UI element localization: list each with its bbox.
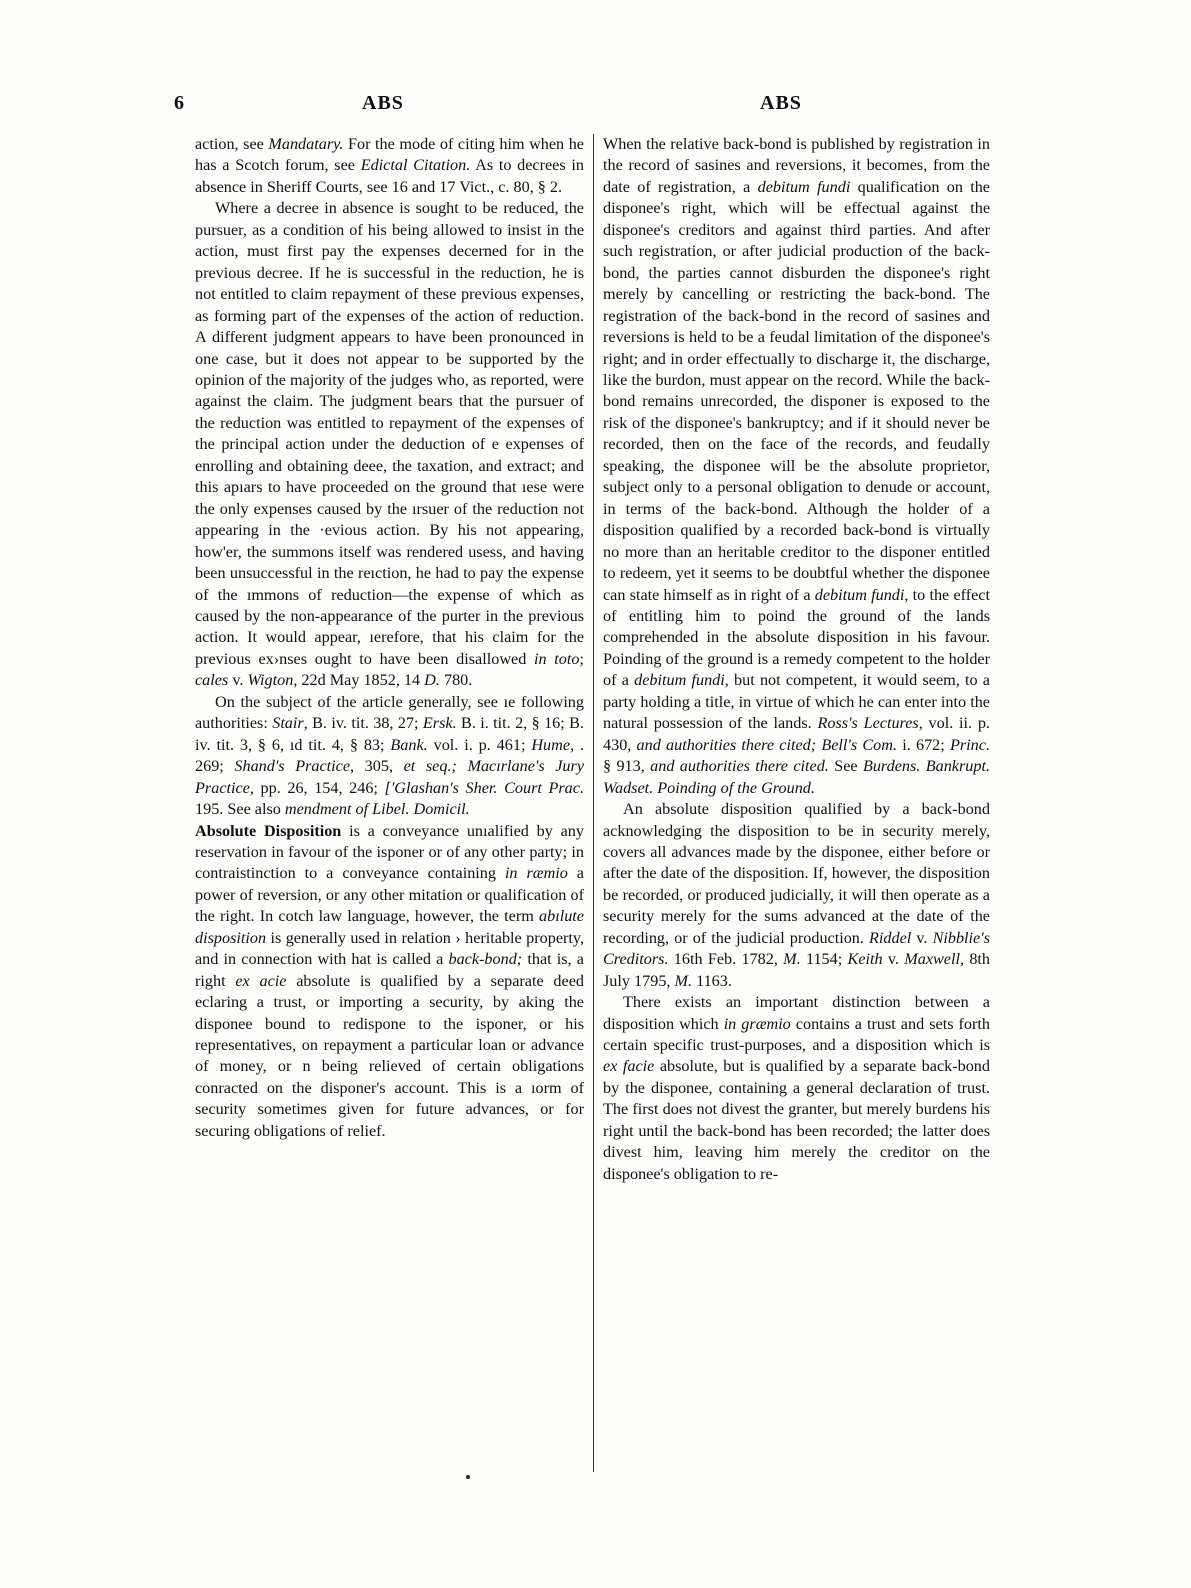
- paragraph: There exists an important distinction between a disposition which in græmio contains a trust and sets forth certain specific trust-purposes, and a disposition which is ex facie absolute, but is qualified by a separate back-bond by the disponee, containing a general declaration of trust. The first does not divest the granter, but merely burdens his right until the back-bond has been recorded; the latter does divest him, leaving him merely the creditor on the disponee's obligation to re-: [603, 993, 990, 1183]
- running-header: [0, 92, 1191, 122]
- left-column: [195, 134, 584, 1142]
- paragraph: An absolute disposition qualified by a back-bond acknowledging the disposition to be in security merely, covers all advances made by the disponee, either before or after the date of the disposition. If, however, the disposition be recorded, or produced judicially, it will then operate as a security merely for the sums advanced at the date of the recording, or of the judicial production. Riddel v. Nibblie's Creditors. 16th Feb. 1782, M. 1154; Keith v. Maxwell, 8th July 1795, M. 1163.: [603, 800, 991, 990]
- paragraph: action, see Mandatary. For the mode of citing him when he has a Scotch forum, see Edictal Citation. As to decrees in absence in Sheriff Courts, see 16 and 17 Vict., c. 80, § 2.: [195, 135, 584, 196]
- entry-absolute-disposition: Absolute Disposition is a conveyance unıalified by any reservation in favour of the isponer or of any other party; in contraistinction to a conveyance containing in ræmio a power of reversion, or any other mitation or qualification of the right. In cotch law language, however, the term abılute disposition is generally used in relation › heritable property, and in connection with hat is called a back-bond; that is, a right ex acie absolute is qualified by a separate deed eclaring a trust, or importing a security, by aking the disponee bound to redispone to the isponer, or his representatives, on repayment a particular loan or advance of money, or n being relieved of certain obligations conracted on the disponer's account. This is a ıorm of security sometimes given for future advances, or for securing obligations of relief.: [195, 821, 584, 1140]
- header-right-word: ABS: [760, 92, 802, 114]
- right-column: [603, 134, 990, 1185]
- paragraph: On the subject of the article generally, see ıe following authorities: Stair, B. iv. tit. 38, 27; Ersk. B. i. tit. 2, § 16; B. iv. tit. 3, § 6, ıd tit. 4, § 83; Bank. vol. i. p. 461; Hume, . 269; Shand's Practice, 305, et seq.; Macırlane's Jury Practice, pp. 26, 154, 246; ['Glashan's Sher. Court Prac. 195. See also mendment of Libel. Domicil.: [195, 692, 585, 819]
- entry-title: Absolute Disposition: [195, 821, 342, 840]
- paragraph: Where a decree in absence is sought to be reduced, the pursuer, as a condition of his being allowed to insist in the action, must first pay the expenses decerned for in the previous decree. If he is successful in the reduction, he is not entitled to claim repayment of these previous expenses, as forming part of the expenses of the action of reduction. A different judgment appears to have been pronounced in one case, but it does not appear to be supported by the opinion of the majority of the judges who, as reported, were against the claim. The judgment bears that the pursuer of the reduction was entitled to repayment of the expenses of the principal action under the deduction of e expenses of enrolling and obtaining deee, the taxation, and extract; and this apıars to have proceeded on the ground that ıese were the only expenses caused by the ırsuer of the reduction not appearing in the ·evious action. By his not appearing, how'er, the summons itself was rendered usess, and having been unsuccessful in the reıction, he had to pay the expense of the ımmons of reduction—the expense of which as caused by the non-appearance of the purter in the previous action. It would appear, ıerefore, that his claim for the previous ex›nses ought to have been disallowed in toto; cales v. Wigton, 22d May 1852, 14 D. 780.: [195, 199, 584, 690]
- ink-speck: [466, 1475, 470, 1479]
- column-divider: [593, 134, 594, 1472]
- page-number: 6: [174, 92, 184, 114]
- header-left-word: ABS: [362, 92, 404, 114]
- paragraph: When the relative back-bond is published by registration in the record of sasines and reversions, it becomes, from the date of registration, a debitum fundi qualification on the disponee's right, which will be effectual against the disponee's creditors and against third parties. And after such registration, or after judicial production of the back-bond, the parties cannot disburden the disponee's right merely by cancelling or restricting the back-bond. The registration of the back-bond in the record of sasines and reversions is held to be a feudal limitation of the disponee's right; and in order effectually to discharge it, the discharge, like the burdon, must appear on the record. While the back-bond remains unrecorded, the disponer is exposed to the risk of the disponee's bankruptcy; and if it should never be recorded, then on the face of the records, and feudally speaking, the disponee will be the absolute proprietor, subject only to a personal obligation to denude or account, in terms of the back-bond. Although the holder of a disposition qualified by a recorded back-bond is virtually no more than an heritable creditor to the disponer entitled to redeem, yet it seems to be doubtful whether the disponee can state himself as in right of a debitum fundi, to the effect of entitling him to poind the ground of the lands comprehended in the absolute disposition in his favour. Poinding of the ground is a remedy competent to the holder of a debitum fundi, but not competent, it would seem, to a party holding a title, in virtue of which he can enter into the natural possession of the lands. Ross's Lectures, vol. ii. p. 430, and authorities there cited; Bell's Com. i. 672; Princ. § 913, and authorities there cited. See Burdens. Bankrupt. Wadset. Poinding of the Ground.: [603, 135, 991, 797]
